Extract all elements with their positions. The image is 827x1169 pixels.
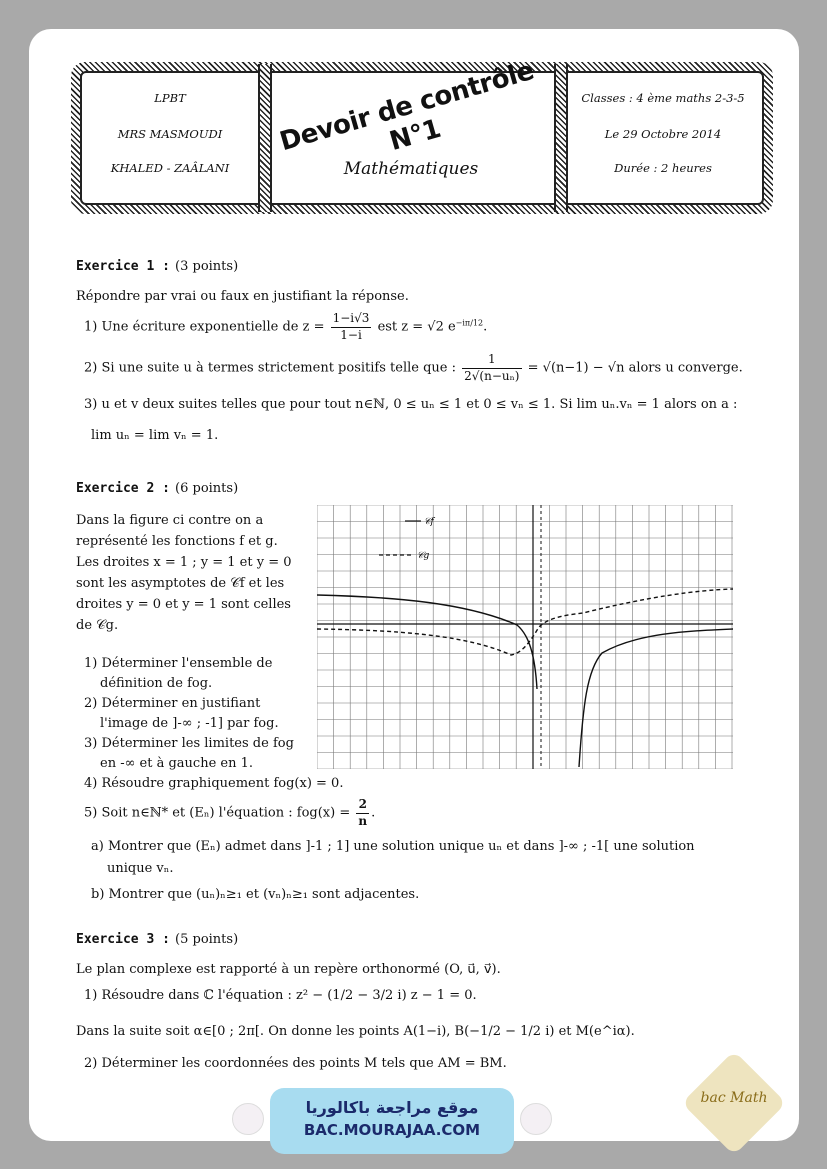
ex2-questions: 1) Déterminer l'ensemble de définition de fog. 2) Déterminer en justifiant l'image de ]-∞ ; -1] par fog. 3) Déterminer les limites de fog en -∞ et à gauche en 1. 4) Résoudre graphiquement fog(x) = 0.	[84, 656, 344, 791]
ex2-q5b: b) Montrer que (uₙ)ₙ≥₁ et (vₙ)ₙ≥₁ sont adjacentes.	[91, 887, 420, 902]
exam-subject: Mathématiques	[343, 159, 479, 179]
school-name: LPBT	[154, 91, 186, 105]
header-frame	[71, 55, 773, 214]
site-badge[interactable]	[270, 1088, 514, 1154]
site-url[interactable]: BAC.MOURAJAA.COM	[303, 1121, 481, 1139]
ex2-q5: 5) Soit n∈ℕ* et (Eₙ) l'équation : fog(x) = $\frac{2}{n}$ .	[84, 797, 376, 828]
ex2-q5a: a) Montrer que (Eₙ) admet dans ]-1 ; 1] une solution unique uₙ et dans ]-∞ ; -1[ une solution	[91, 839, 695, 854]
ex2-heading: Exercice 2 : (6 points)	[76, 481, 239, 496]
header-info-box	[564, 73, 762, 203]
curve-g	[317, 589, 733, 655]
ex3-line2: Dans la suite soit α∈[0 ; 2π[. On donne les points A(1−i), B(−1/2 − 1/2 i) et M(e^iα).	[76, 1024, 635, 1039]
legend-f: 𝒞f	[424, 517, 434, 527]
exam-title: Devoir de contrôle N°1	[276, 55, 538, 158]
exam-date: Le 29 Octobre 2014	[604, 127, 722, 141]
ex3-q2: 2) Déterminer les coordonnées des points M tels que AM = BM.	[84, 1056, 507, 1071]
right-logo-icon	[520, 1103, 552, 1135]
exam-sheet	[29, 29, 799, 1141]
ex1-q3: 3) u et v deux suites telles que pour tout n∈ℕ, 0 ≤ uₙ ≤ 1 et 0 ≤ vₙ ≤ 1. Si lim uₙ.vₙ = 1 alors on a :	[84, 397, 738, 412]
ex1-intro: Répondre par vrai ou faux en justifiant la réponse.	[76, 289, 409, 304]
legend-g: 𝒞g	[417, 551, 430, 561]
bacmath-stamp-text: bac Math	[700, 1090, 768, 1106]
exam-duration: Durée : 2 heures	[614, 161, 712, 175]
header-title-box	[268, 55, 554, 203]
site-arabic: موقع مراجعة باكالوريا	[305, 1098, 479, 1117]
ex2-q5a-cont: unique vₙ.	[107, 861, 174, 876]
function-graph	[317, 505, 733, 769]
ex3-intro: Le plan complexe est rapporté à un repère orthonormé (O, u⃗, v⃗).	[76, 962, 501, 977]
ex1-heading: Exercice 1 : (3 points)	[76, 259, 239, 274]
ex1-q2: 2) Si une suite u à termes strictement positifs telle que : $\frac{1}{\text{2√(n−uₙ)}}$ = √(n−1) − √n alors u converge.	[84, 352, 743, 383]
teacher-names: KHALED - ZAÂLANI	[110, 161, 230, 175]
classes: Classes : 4 ème maths 2-3-5	[581, 91, 745, 105]
ex1-q3-conclusion: lim uₙ = lim vₙ = 1.	[91, 428, 219, 443]
ex3-heading: Exercice 3 : (5 points)	[76, 932, 239, 947]
ex2-intro: Dans la figure ci contre on a représenté les fonctions f et g. Les droites x = 1 ; y = 1 et y = 0 sont les asymptotes de 𝒞f et les droites y = 0 et y = 1 sont celles de 𝒞g.	[76, 513, 292, 633]
ex1-q1: 1) Une écriture exponentielle de z = $\frac{1-i√3}{1-i}$ est z = √2 $e^{-i\pi/12}$.	[84, 311, 488, 342]
teacher-name: MRS MASMOUDI	[117, 127, 223, 141]
header-school-box	[82, 73, 258, 203]
ex3-q1: 1) Résoudre dans ℂ l'équation : z² − (1/2 − 3/2 i) z − 1 = 0.	[84, 988, 477, 1003]
curve-f-right	[579, 629, 733, 767]
left-logo-icon	[232, 1103, 264, 1135]
